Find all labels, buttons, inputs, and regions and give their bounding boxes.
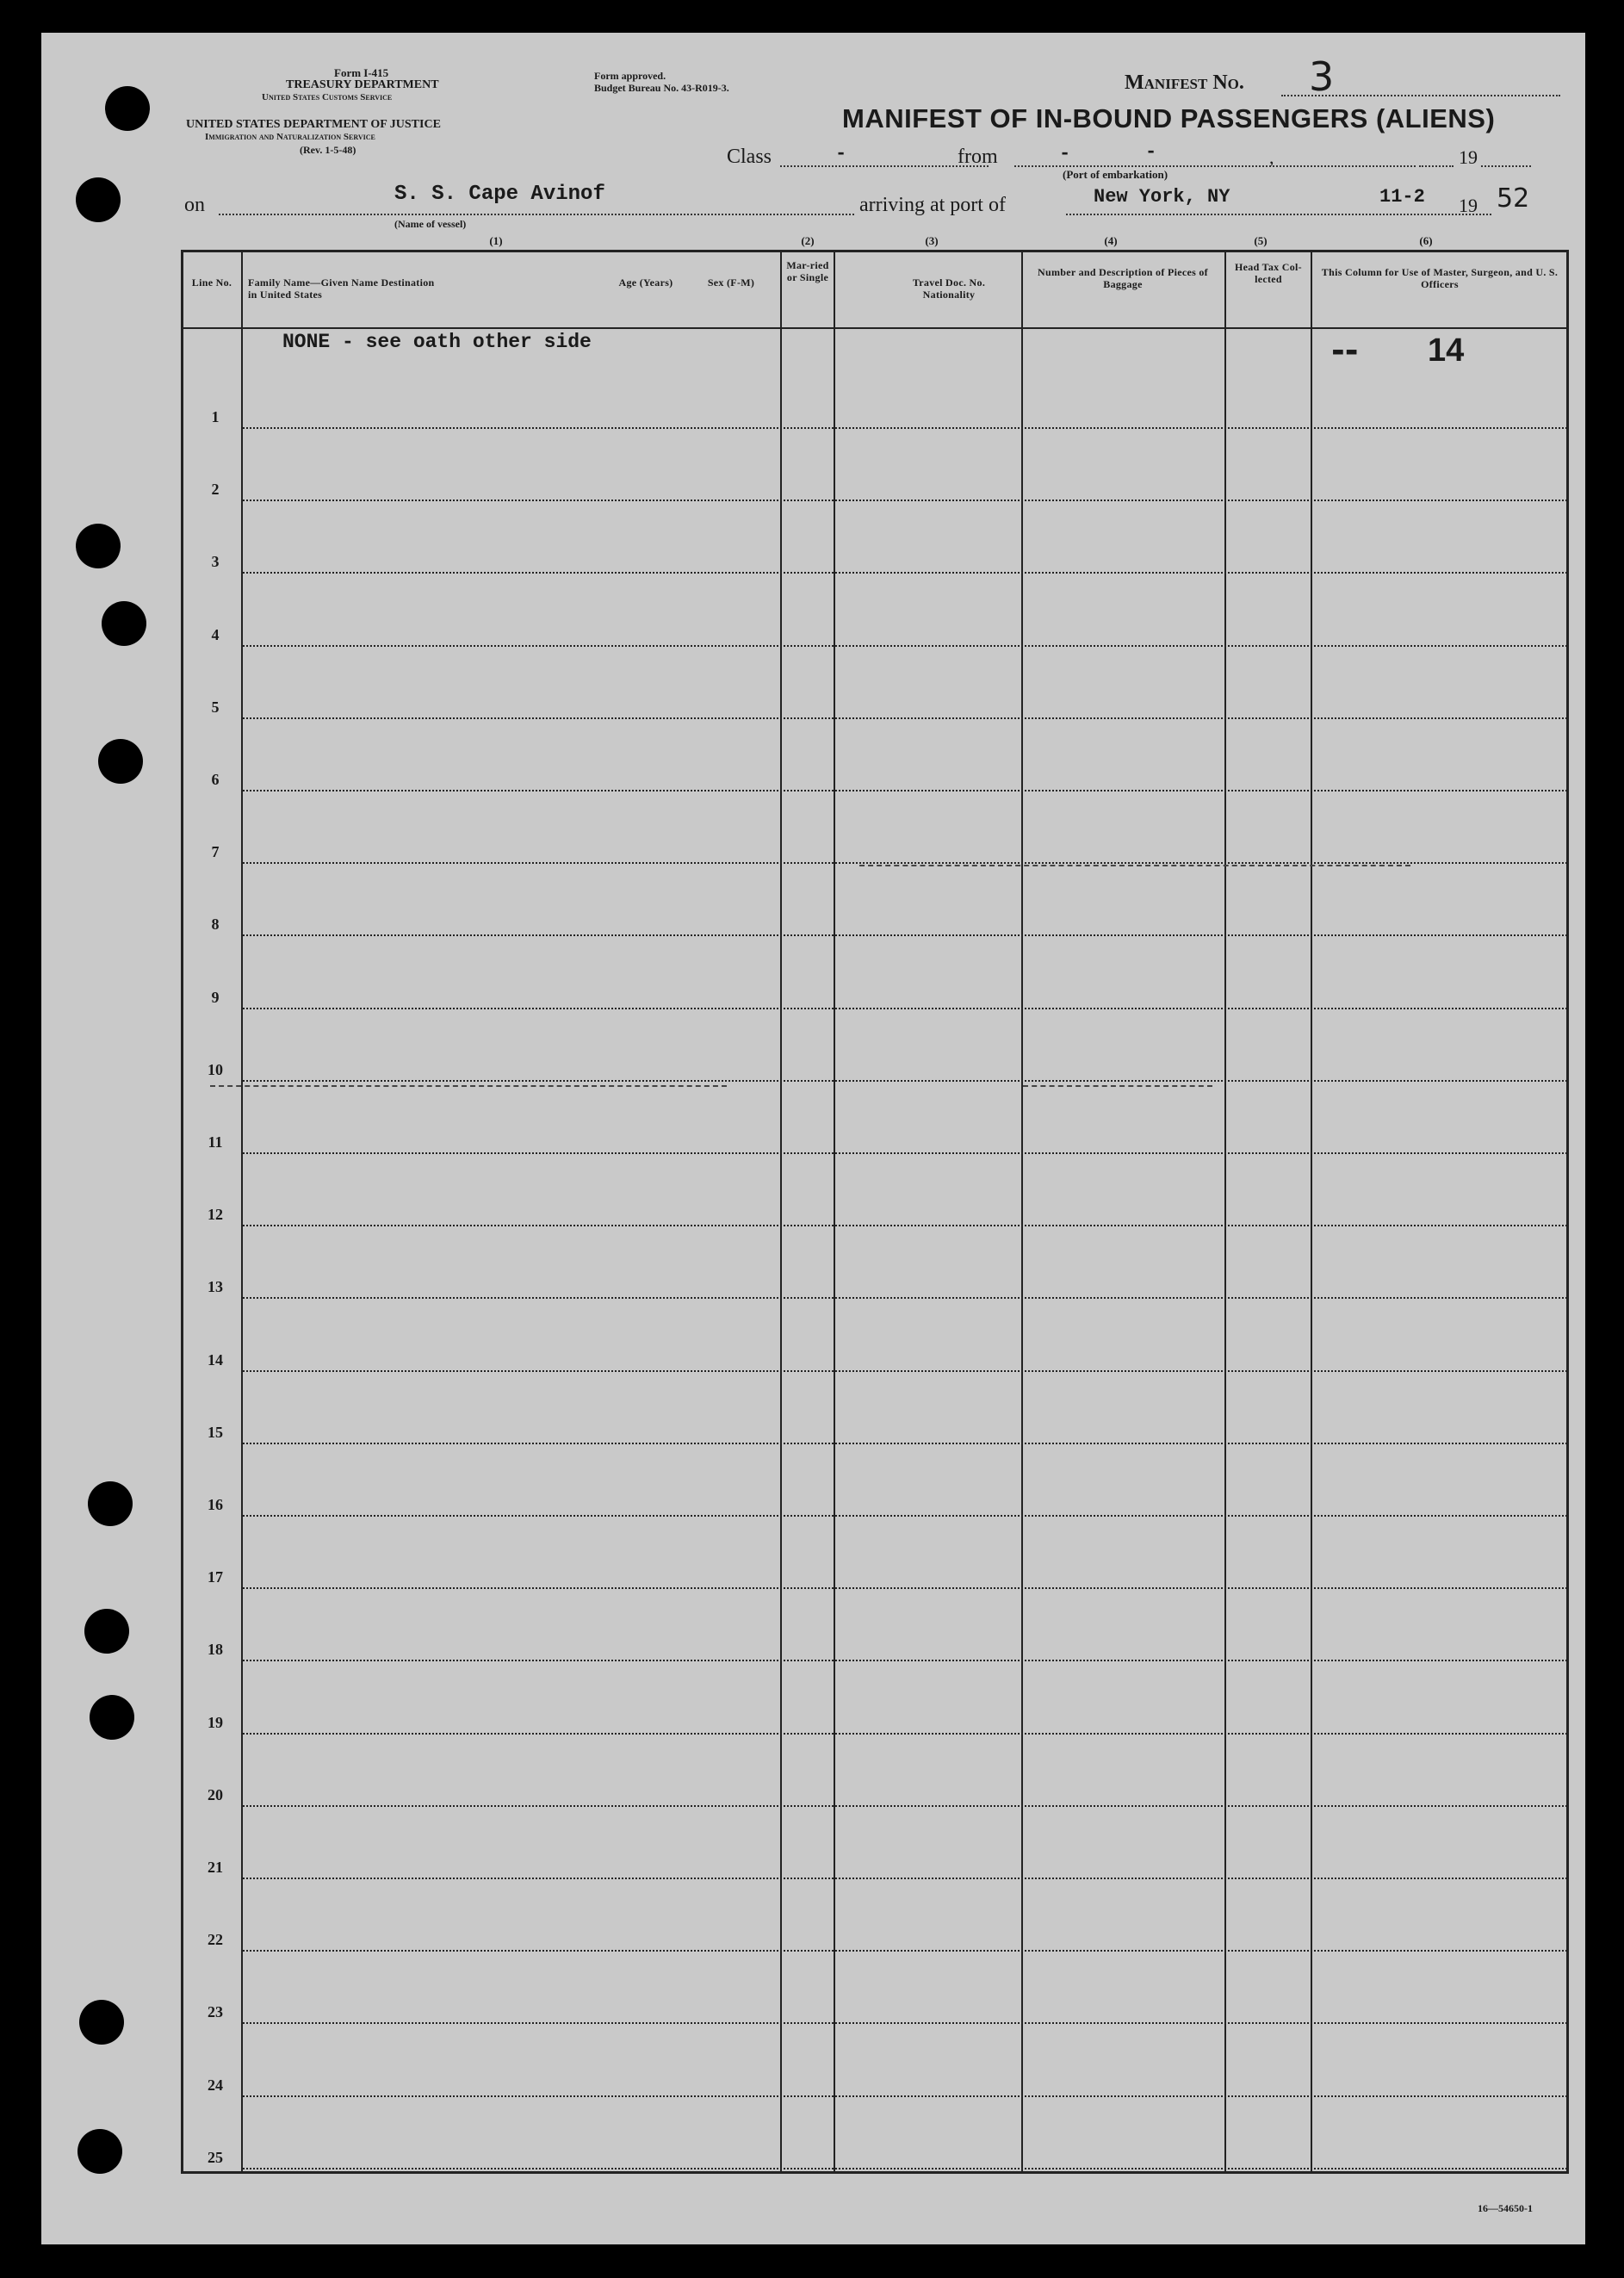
row-rule — [243, 1152, 1567, 1154]
punch-hole — [84, 1609, 129, 1654]
manifest-no-value: 3 — [1309, 53, 1335, 100]
line-number: 23 — [208, 2003, 223, 2021]
col-number-1: (1) — [489, 234, 503, 247]
row-rule — [243, 1733, 1567, 1735]
row-rule — [243, 1370, 1567, 1372]
form-number: Form I-415 — [334, 66, 389, 79]
line-number: 2 — [211, 481, 220, 499]
line-number: 18 — [208, 1641, 223, 1659]
row-rule — [243, 1660, 1567, 1661]
header-married: Mar-ried or Single — [786, 259, 829, 283]
punch-hole — [88, 1481, 133, 1526]
row-rule — [243, 934, 1567, 936]
class-value: - — [835, 143, 847, 164]
on-label: on — [184, 194, 205, 216]
col-number-4: (4) — [1104, 234, 1118, 247]
punch-hole — [77, 2129, 122, 2174]
line-number: 17 — [208, 1568, 223, 1586]
col-number-2: (2) — [801, 234, 815, 247]
line-number: 16 — [208, 1496, 223, 1513]
line-number: 8 — [211, 916, 220, 934]
line-number: 14 — [208, 1350, 223, 1369]
line-number: 19 — [208, 1713, 223, 1731]
line-number: 10 — [208, 1060, 223, 1078]
line-number: 13 — [208, 1278, 223, 1296]
col-number-5: (5) — [1254, 234, 1268, 247]
comma: , — [1269, 146, 1274, 168]
arrival-date: 11-2 — [1379, 186, 1425, 208]
punch-hole — [98, 739, 143, 784]
line-number: 9 — [211, 988, 220, 1006]
year-suffix: 52 — [1497, 183, 1530, 214]
line-number: 12 — [208, 1206, 223, 1224]
year-prefix: 19 — [1459, 195, 1478, 216]
row-rule — [243, 1515, 1567, 1517]
row-rule — [243, 572, 1567, 574]
header-name: Family Name—Given Name Destination in United States — [248, 276, 435, 301]
revision-date: (Rev. 1-5-48) — [300, 144, 356, 156]
header-head-tax: Head Tax Col-lected — [1235, 261, 1302, 285]
none-note: NONE - see oath other side — [282, 331, 592, 353]
punch-hole — [76, 524, 121, 568]
line-number: 1 — [211, 408, 220, 425]
row-rule — [243, 862, 1567, 864]
line-number: 21 — [208, 1859, 223, 1876]
header-travel-doc: Travel Doc. No. Nationality — [912, 276, 986, 301]
row-rule — [243, 717, 1567, 719]
header-officers: This Column for Use of Master, Surgeon, and U. S. Officers — [1321, 266, 1559, 290]
row-rule — [243, 1225, 1567, 1226]
line-number: 11 — [208, 1133, 223, 1151]
row-rule — [243, 427, 1567, 429]
header-baggage: Number and Description of Pieces of Baggage — [1038, 266, 1208, 290]
print-code: 16—54650-1 — [1478, 2202, 1533, 2214]
vessel-name: S. S. Cape Avinof — [394, 183, 605, 206]
department-of-justice: UNITED STATES DEPARTMENT OF JUSTICE — [186, 118, 441, 131]
line-number: 5 — [211, 698, 220, 716]
line-number: 6 — [211, 771, 220, 788]
manifest-no-label: Manifest No. — [1125, 71, 1244, 94]
line-number: 20 — [208, 1785, 223, 1803]
dash-stroke — [210, 1085, 727, 1087]
row-rule — [243, 2095, 1567, 2097]
treasury-department: TREASURY DEPARTMENT — [286, 78, 439, 91]
line-number: 15 — [208, 1423, 223, 1441]
officer-mark: -- — [1331, 332, 1359, 369]
vessel-caption: (Name of vessel) — [394, 218, 467, 230]
header-line-no: Line No. — [191, 276, 232, 289]
line-number: 7 — [211, 843, 220, 861]
line-number: 24 — [208, 2076, 223, 2094]
punch-hole — [105, 86, 150, 131]
budget-bureau: Budget Bureau No. 43-R019-3. — [594, 82, 729, 94]
from-label: from — [958, 146, 998, 168]
row-rule — [243, 500, 1567, 501]
line-number: 25 — [208, 2148, 223, 2166]
from-value-1: - — [1059, 143, 1071, 164]
row-rule — [243, 2022, 1567, 2024]
row-rule — [243, 645, 1567, 647]
row-rule — [243, 1080, 1567, 1082]
row-rule — [243, 1950, 1567, 1952]
form-approved: Form approved. — [594, 70, 666, 82]
row-rule — [243, 1805, 1567, 1807]
line-number: 4 — [211, 625, 220, 643]
row-rule — [243, 1008, 1567, 1009]
officer-number: 14 — [1428, 332, 1465, 369]
ins-service: Immigration and Naturalization Service — [205, 132, 375, 142]
header-rule — [181, 327, 1569, 329]
arrival-port: New York, NY — [1094, 186, 1230, 208]
manifest-table — [181, 250, 1569, 2174]
line-number: 3 — [211, 553, 220, 571]
row-rule — [243, 1587, 1567, 1589]
row-rule — [243, 1297, 1567, 1299]
header-sex: Sex (F-M) — [707, 276, 755, 289]
punch-hole — [102, 601, 146, 646]
row-rule — [243, 1878, 1567, 1879]
header-age: Age (Years) — [618, 276, 673, 289]
from-value-2: - — [1145, 141, 1157, 163]
port-of-embarkation-caption: (Port of embarkation) — [1063, 168, 1168, 181]
col-number-3: (3) — [925, 234, 939, 247]
class-label: Class — [727, 146, 772, 168]
punch-hole — [79, 2000, 124, 2045]
manifest-form — [41, 33, 1585, 2244]
dash-stroke — [1023, 1085, 1212, 1087]
form-title: MANIFEST OF IN-BOUND PASSENGERS (ALIENS) — [842, 103, 1496, 133]
line-number: 22 — [208, 1931, 223, 1949]
row-rule — [243, 1443, 1567, 1444]
col-number-6: (6) — [1419, 234, 1433, 247]
row-rule — [243, 2168, 1567, 2169]
punch-hole — [90, 1695, 134, 1740]
year-prefix-top: 19 — [1459, 146, 1478, 168]
row-rule — [243, 790, 1567, 791]
arriving-label: arriving at port of — [859, 194, 1006, 216]
dash-stroke — [859, 865, 1410, 866]
punch-hole — [76, 177, 121, 222]
customs-service: United States Customs Service — [262, 92, 393, 102]
